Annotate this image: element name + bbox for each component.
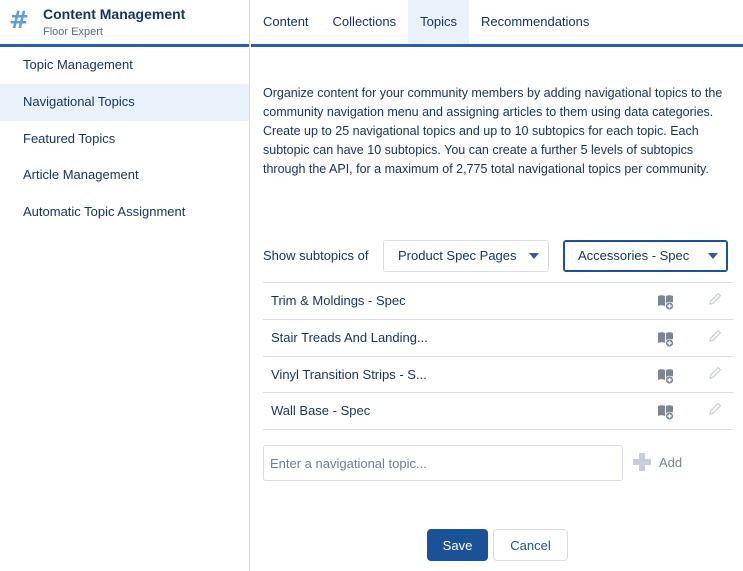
- topic-name: Vinyl Transition Strips - S...: [271, 366, 427, 382]
- filter-label: Show subtopics of: [263, 248, 369, 263]
- list-item: [263, 357, 733, 394]
- tab-bar: [251, 0, 743, 47]
- topic-name: Trim & Moldings - Spec: [271, 293, 406, 308]
- sidebar-item-automatic-topic-assignment[interactable]: Automatic Topic Assignment: [23, 203, 186, 219]
- description-intro: Organize content for your community members by adding navigational topics to the community navigation menu and assigning articles to them using data categories.: [263, 86, 723, 119]
- sidebar-item-topic-management[interactable]: Topic Management: [23, 57, 133, 72]
- app-header: [0, 0, 249, 47]
- chevron-down-icon: [708, 253, 718, 259]
- child-topic-select[interactable]: [563, 240, 728, 272]
- parent-topic-value: Product Spec Pages: [398, 248, 517, 263]
- navigational-topic-input[interactable]: [263, 445, 623, 481]
- main-content: [263, 84, 733, 179]
- add-topic-button[interactable]: [633, 452, 682, 472]
- topic-name: Wall Base - Spec: [271, 403, 371, 419]
- list-item: [263, 393, 733, 430]
- list-item: [263, 283, 733, 320]
- pencil-icon[interactable]: [707, 328, 723, 344]
- tab-collections[interactable]: Collections: [332, 14, 397, 29]
- sidebar-item-navigational-topics[interactable]: Navigational Topics: [0, 84, 249, 121]
- book-add-icon[interactable]: [657, 293, 675, 311]
- child-topic-value: Accessories - Spec: [578, 248, 690, 263]
- chevron-down-icon: [529, 253, 539, 259]
- cancel-button[interactable]: Cancel: [493, 529, 568, 561]
- sidebar-item-article-management[interactable]: Article Management: [23, 167, 139, 182]
- tab-topics[interactable]: Topics: [408, 0, 469, 44]
- app-title: Content Management: [43, 6, 186, 22]
- pencil-icon[interactable]: [707, 291, 723, 307]
- save-button[interactable]: Save: [427, 529, 488, 561]
- plus-icon: [633, 453, 651, 471]
- book-add-icon[interactable]: [657, 403, 675, 421]
- sidebar: [0, 0, 250, 571]
- tab-content[interactable]: Content: [263, 14, 309, 29]
- hash-icon: #: [9, 6, 30, 34]
- topic-name: Stair Treads And Landing...: [271, 329, 428, 345]
- pencil-icon[interactable]: [707, 401, 723, 417]
- description-limits: Create up to 25 navigational topics and up to 10 subtopics for each topic. Each subtopic can have 10 subtopics. You can create a further 5 levels of subtopics through the API, for a maximum of 2,775 total navigational topics per community.: [263, 124, 709, 176]
- sidebar-nav: [0, 47, 249, 230]
- app-subtitle: Floor Expert: [43, 26, 103, 38]
- subtopic-filter: [263, 240, 733, 272]
- tab-recommendations[interactable]: Recommendations: [481, 14, 590, 29]
- book-add-icon[interactable]: [657, 367, 675, 385]
- add-button-label: Add: [659, 454, 683, 470]
- pencil-icon[interactable]: [707, 365, 723, 381]
- book-add-icon[interactable]: [657, 330, 675, 348]
- list-item: [263, 320, 733, 357]
- parent-topic-select[interactable]: [383, 240, 549, 272]
- sidebar-item-featured-topics[interactable]: Featured Topics: [23, 130, 116, 146]
- subtopic-list: [263, 282, 733, 430]
